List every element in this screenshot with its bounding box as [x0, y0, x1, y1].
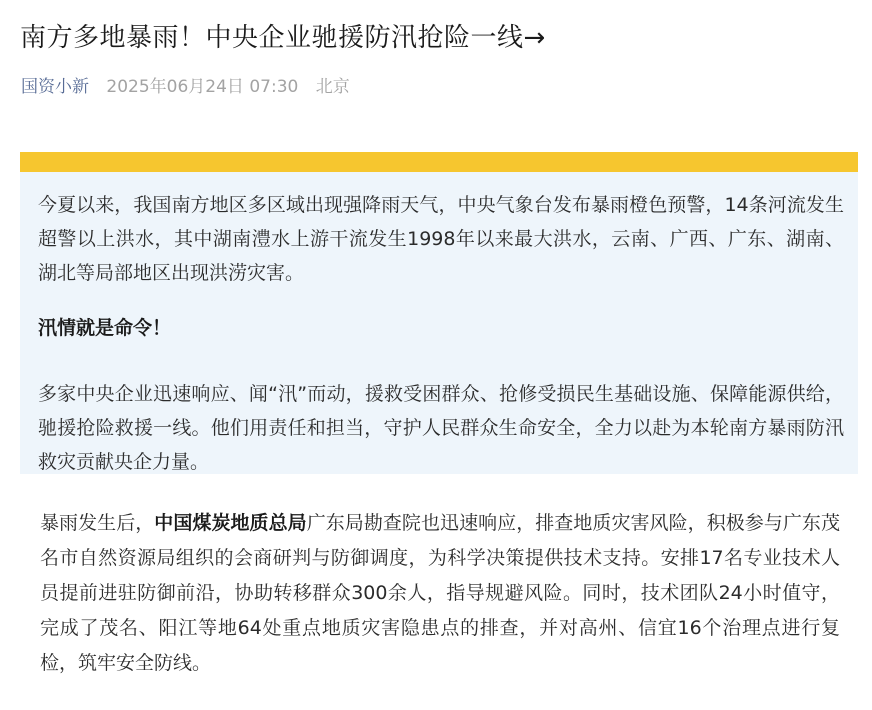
article-title: 南方多地暴雨！中央企业驰援防汛抢险一线→: [20, 23, 546, 53]
organization-name: 中国煤炭地质总局: [154, 512, 307, 534]
highlight-heading: 汛情就是命令！: [38, 317, 172, 339]
publish-time: 2025年06月24日 07:30: [106, 77, 299, 97]
body-lead: 暴雨发生后，: [40, 512, 155, 534]
intro-paragraph: 今夏以来，我国南方地区多区域出现强降雨天气，中央气象台发布暴雨橙色预警，14条河流发生超警以上洪水，其中湖南澧水上游干流发生1998年以来最大洪水，云南、广西、广东、湖南、湖北等局部地区出现洪涝灾害。: [38, 194, 844, 284]
body-paragraph: [40, 506, 840, 681]
publish-location: 北京: [315, 77, 350, 97]
body-rest: 广东局勘查院也迅速响应，排查地质灾害风险，积极参与广东茂名市自然资源局组织的会商研判与防御调度，为科学决策提供技术支持。安排17名专业技术人员提前进驻防御前沿，协助转移群众300余人，指导规避风险。同时，技术团队24小时值守，完成了茂名、阳江等地64处重点地质灾害隐患点的排查，并对高州、信宜16个治理点进行复检，筑牢安全防线。: [40, 512, 840, 674]
author-link[interactable]: 国资小新: [21, 77, 89, 97]
highlight-accent-bar: [20, 152, 858, 172]
summary-paragraph: 多家中央企业迅速响应、闻“汛”而动，援救受困群众、抢修受损民生基础设施、保障能源供给，驰援抢险救援一线。他们用责任和担当，守护人民群众生命安全，全力以赴为本轮南方暴雨防汛救灾贡献央企力量。: [38, 383, 844, 473]
article-meta: [21, 74, 350, 100]
highlight-box: [20, 152, 858, 474]
